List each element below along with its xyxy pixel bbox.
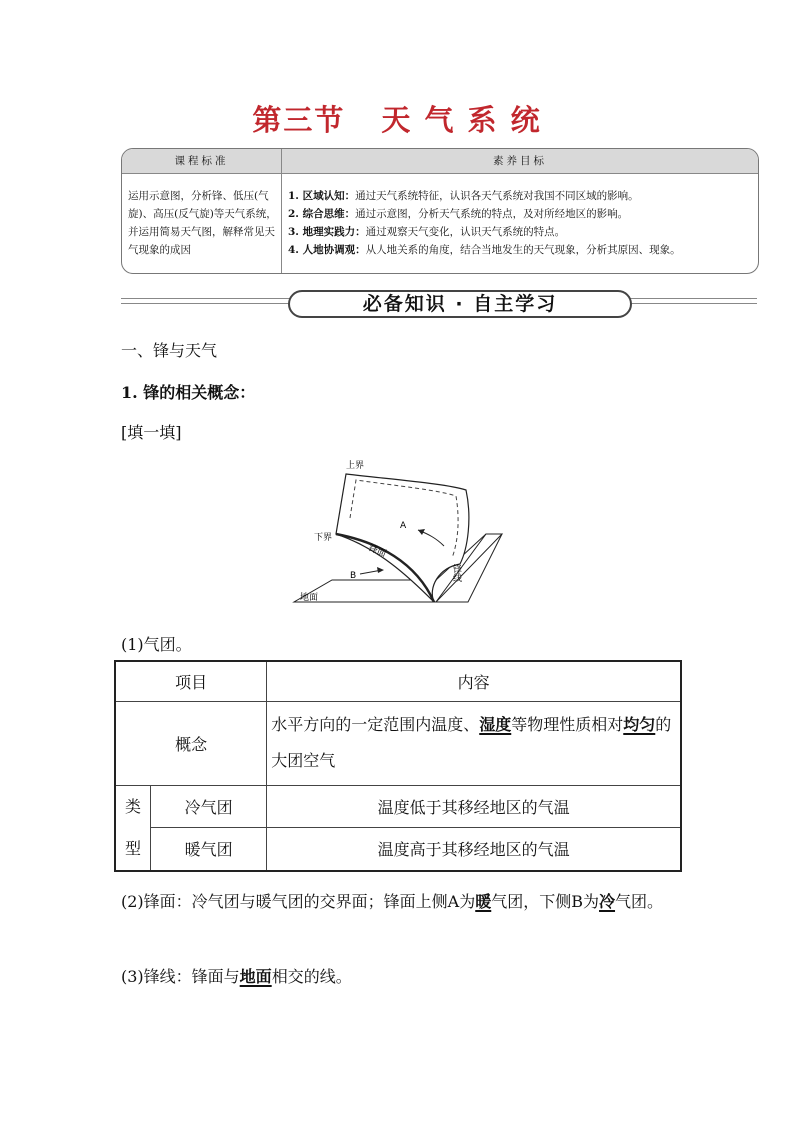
- table-row: [115, 785, 681, 828]
- goal-item: 1. 区域认知：通过天气系统特征，认识各天气系统对我国不同区域的影响。: [288, 190, 639, 202]
- table-row: [115, 661, 681, 701]
- concept-definition: 水平方向的一定范围内温度、湿度等物理性质相对均匀的大团空气: [267, 701, 681, 785]
- goal-item: 2. 综合思维：通过示意图，分析天气系统的特点，及对所经地区的影响。: [288, 208, 629, 220]
- title-topic: 天 气 系 统: [381, 103, 542, 137]
- cold-airmass-desc: 温度低于其移经地区的气温: [267, 785, 681, 828]
- table-row: [115, 701, 681, 785]
- curriculum-standard-text: 运用示意图，分析锋、低压(气旋)、高压(反气旋)等天气系统，并运用简易天气图，解释常见天气现象的成因: [128, 190, 277, 256]
- goal-item: 4. 人地协调观：从人地关系的角度，结合当地发生的天气现象，分析其原因、现象。: [288, 244, 681, 256]
- warm-airmass-label: 暖气团: [151, 828, 267, 871]
- answer-humidity: 湿度: [479, 715, 512, 734]
- airmass-b-label: B: [350, 571, 357, 581]
- concept-label: 概念: [115, 701, 267, 785]
- title-section-number: 第三节: [252, 103, 346, 137]
- type-label: 类 型: [115, 785, 151, 871]
- fill-in-label: [填一填]: [121, 423, 182, 442]
- section-heading: 一、锋与天气: [121, 341, 218, 360]
- front-surface-label: 锋面: [366, 543, 388, 560]
- ground-label: 地面: [300, 593, 319, 603]
- upper-boundary-label: 上界: [346, 461, 365, 471]
- lower-boundary-label: 下界: [314, 533, 333, 543]
- standards-header-left: 课程标准: [174, 155, 229, 167]
- header-content: 内容: [267, 661, 681, 701]
- front-line-label: 锋线: [451, 564, 461, 582]
- subsection-airmass: (1)气团。: [121, 635, 192, 654]
- curriculum-standards-box: [121, 148, 759, 274]
- airmass-a-label: A: [400, 521, 407, 531]
- item-heading: 1. 锋的相关概念：: [121, 383, 256, 402]
- table-row: [115, 828, 681, 871]
- goal-item: 3. 地理实践力：通过观察天气变化，认识天气系统的特点。: [288, 226, 566, 238]
- cold-airmass-label: 冷气团: [151, 785, 267, 828]
- page-title: [0, 98, 794, 139]
- subsection-front-surface: (2)锋面：冷气团与暖气团的交界面；锋面上侧A为暖气团，下侧B为冷气团。: [121, 892, 664, 911]
- answer-warm: 暖: [475, 892, 492, 911]
- warm-airmass-desc: 温度高于其移经地区的气温: [267, 828, 681, 871]
- answer-ground: 地面: [239, 967, 272, 986]
- arrow-b-head: [377, 567, 384, 573]
- section-banner: [288, 290, 632, 318]
- front-diagram: [288, 458, 504, 606]
- answer-cold: 冷: [599, 892, 616, 911]
- section-banner-text: 必备知识 · 自主学习: [362, 293, 558, 315]
- subsection-front-line: (3)锋线：锋面与地面相交的线。: [121, 967, 352, 986]
- standards-header-right: 素养目标: [493, 155, 547, 167]
- airmass-table: [114, 660, 682, 872]
- header-item: 项目: [115, 661, 267, 701]
- answer-uniform: 均匀: [623, 715, 656, 734]
- literacy-goals: [288, 187, 754, 259]
